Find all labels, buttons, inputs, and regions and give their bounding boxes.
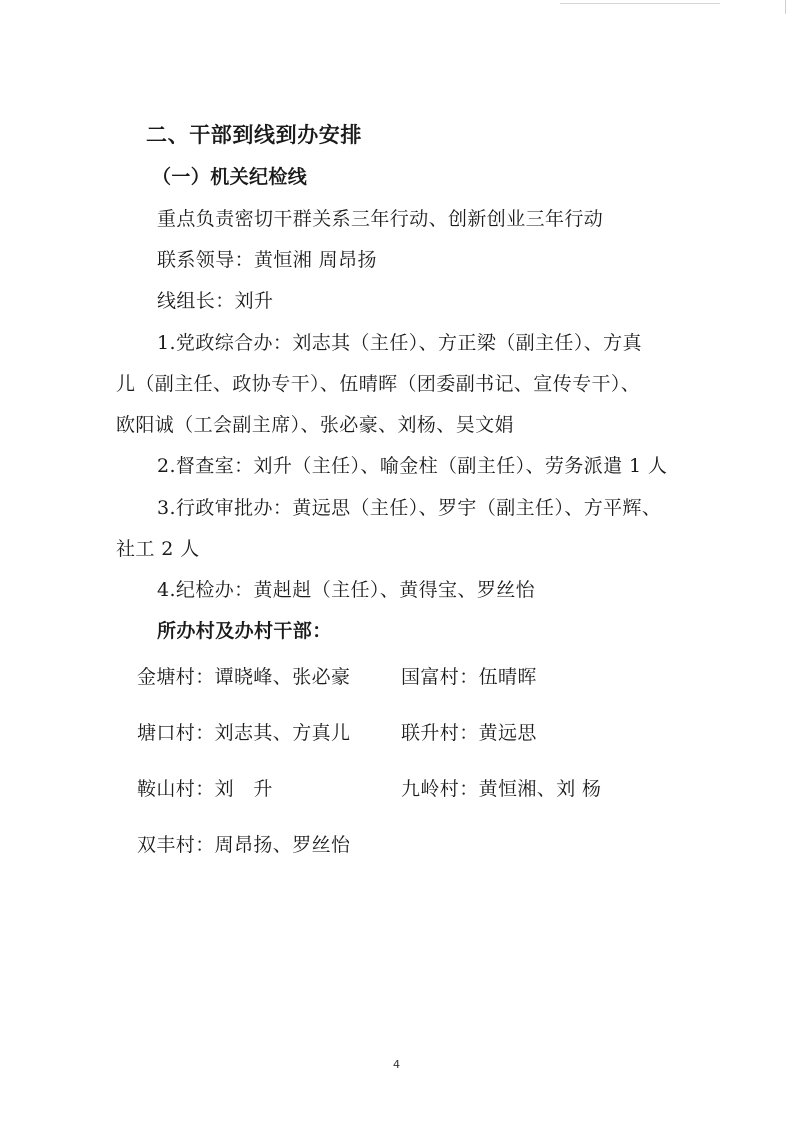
- office-item-4: 4.纪检办：黄赳赳（主任）、黄得宝、罗丝怡: [157, 579, 536, 601]
- village-item: 九岭村：黄恒湘、刘 杨: [401, 778, 602, 800]
- village-item: 双丰村：周昂扬、罗丝怡: [137, 834, 351, 856]
- contact-leaders: 联系领导：黄恒湘 周昂扬: [157, 249, 377, 271]
- office-item-2: 2.督查室：刘升（主任）、喻金柱（副主任）、劳务派遣 1 人: [157, 455, 668, 477]
- office-item-3-line-1: 3.行政审批办：黄远思（主任）、罗宇（副主任）、方平辉、: [157, 497, 662, 519]
- village-item: 国富村：伍晴晖: [401, 666, 537, 688]
- subsection-heading: （一）机关纪检线: [152, 166, 308, 188]
- scan-artifact-right: [785, 0, 786, 14]
- village-item: 塘口村：刘志其、方真儿: [137, 722, 351, 744]
- focus-line: 重点负责密切干群关系三年行动、创新创业三年行动: [157, 208, 604, 230]
- line-leader: 线组长：刘升: [157, 290, 274, 312]
- village-item: 鞍山村：刘 升: [137, 778, 273, 800]
- office-item-3-line-2: 社工 2 人: [116, 538, 200, 560]
- scan-artifact-top: [560, 3, 720, 4]
- villages-heading: 所办村及办村干部：: [157, 620, 332, 642]
- village-item: 联升村：黄远思: [401, 722, 537, 744]
- office-item-1-line-2: 儿（副主任、政协专干）、伍晴晖（团委副书记、宣传专干）、: [116, 373, 641, 395]
- office-item-1-line-3: 欧阳诚（工会副主席）、张必豪、刘杨、吴文娟: [116, 414, 514, 436]
- village-item: 金塘村：谭晓峰、张必豪: [137, 666, 351, 688]
- office-item-1-line-1: 1.党政综合办：刘志其（主任）、方正梁（副主任）、方真: [157, 332, 642, 354]
- section-heading: 二、干部到线到办安排: [146, 123, 362, 147]
- page-number: 4: [393, 1058, 400, 1071]
